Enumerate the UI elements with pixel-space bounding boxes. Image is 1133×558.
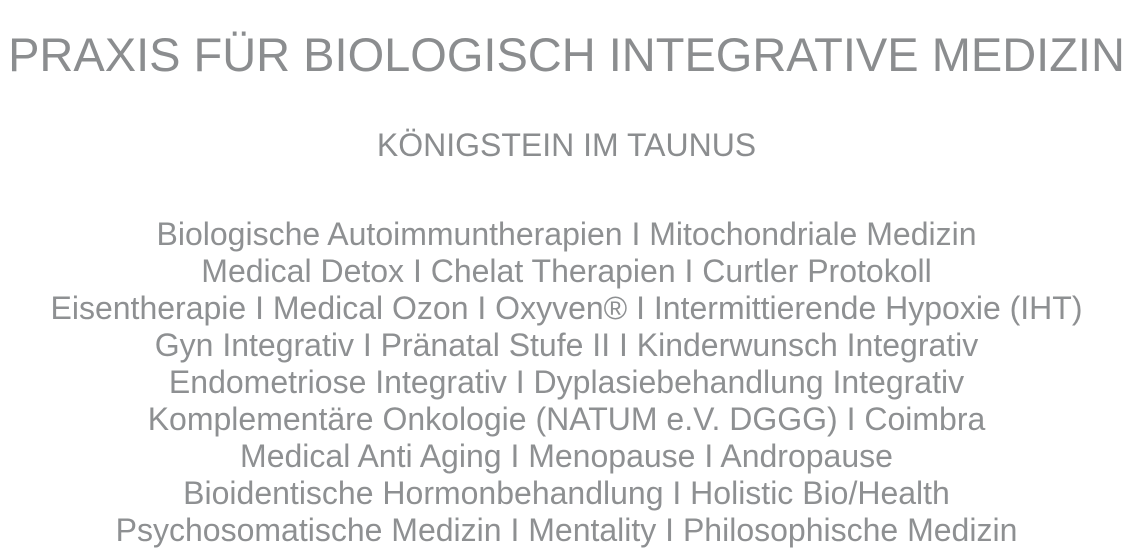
page-subtitle: KÖNIGSTEIN IM TAUNUS <box>376 127 757 163</box>
service-line-6: Komplementäre Onkologie (NATUM e.V. DGGG) I Coimbra <box>147 401 986 437</box>
service-line-3: Eisentherapie I Medical Ozon I Oxyven® I Intermittierende Hypoxie (IHT) <box>50 290 1083 326</box>
service-line-2: Medical Detox I Chelat Therapien I Curtler Protokoll <box>201 253 932 289</box>
service-line-5: Endometriose Integrativ I Dyplasiebehandlung Integrativ <box>168 364 965 400</box>
services-list <box>0 216 1133 549</box>
service-line-9: Psychosomatische Medizin I Mentality I Philosophische Medizin <box>115 512 1018 548</box>
service-line-7: Medical Anti Aging I Menopause I Andropause <box>240 438 893 474</box>
page-title: PRAXIS FÜR BIOLOGISCH INTEGRATIVE MEDIZIN <box>8 28 1125 81</box>
service-line-1: Biologische Autoimmuntherapien I Mitochondriale Medizin <box>156 216 977 252</box>
service-line-4: Gyn Integrativ I Pränatal Stufe II I Kinderwunsch Integrativ <box>154 327 979 363</box>
service-line-8: Bioidentische Hormonbehandlung I Holistic Bio/Health <box>183 475 950 511</box>
